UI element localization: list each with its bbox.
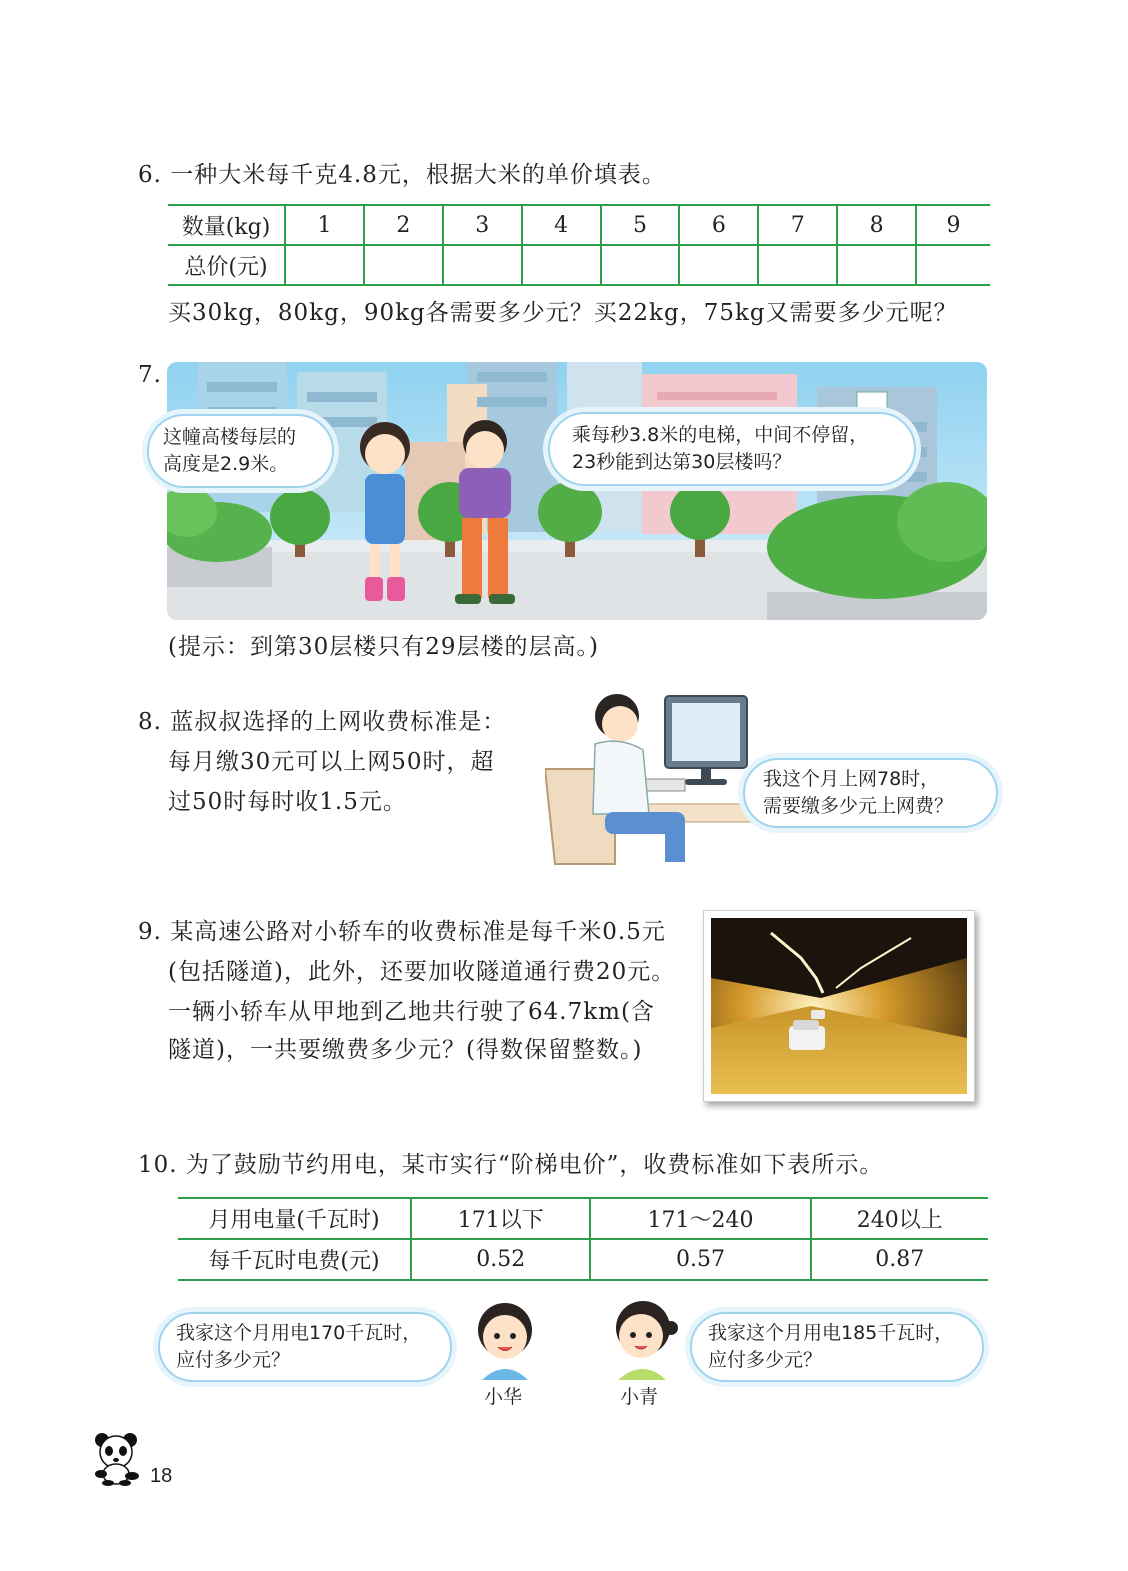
q6-text: 6. 一种大米每千克4.8元，根据大米的单价填表。 (138, 162, 666, 188)
q8-line1: 8. 蓝叔叔选择的上网收费标准是： (138, 709, 507, 735)
q10-header-tier2: 171～240 (590, 1198, 810, 1239)
q10-header-tier3: 240以上 (856, 1208, 943, 1233)
q6-total-blank-cell[interactable] (443, 245, 522, 285)
q9-tunnel-photo (703, 910, 975, 1102)
q6-total-blank-cell[interactable] (837, 245, 916, 285)
q7-bubble-left-line1: 这幢高楼每层的 (163, 426, 297, 448)
q6-table (168, 204, 990, 286)
q6-row-label-total: 总价(元) (168, 245, 285, 285)
q10-price-table (178, 1197, 988, 1281)
q6-total-blank-cell[interactable] (364, 245, 443, 285)
q8-bubble-line1: 我这个月上网78时， (763, 768, 940, 790)
q7-bubble-right-line1: 乘每秒3.8米的电梯，中间不停留， (572, 424, 869, 446)
page-number: 18 (150, 1465, 173, 1487)
q9-line2: (包括隧道)，此外，还要加收隧道通行费20元。 (168, 959, 676, 985)
q10-bubble-right-line2: 应付多少元？ (708, 1349, 823, 1371)
q10-price-row (178, 1239, 988, 1280)
q8-line3: 过50时每时收1.5元。 (168, 789, 407, 815)
q10-header-row (178, 1198, 988, 1239)
q8-bubble (743, 758, 998, 828)
q6-quantity-cell: 6 (679, 205, 758, 245)
girl-name-label: 小青 (620, 1386, 659, 1408)
panda-icon (92, 1430, 142, 1486)
q6-quantity-row (168, 205, 990, 245)
boy-name-label: 小华 (484, 1386, 523, 1408)
q6-row-label-quantity: 数量(kg) (168, 205, 285, 245)
q8-line2: 每月缴30元可以上网50时，超 (168, 749, 495, 775)
boy-xiaohua-avatar (470, 1300, 540, 1380)
tunnel-image (711, 918, 967, 1094)
q10-price-label: 每千瓦时电费(元) (178, 1239, 411, 1280)
q6-quantity-cell: 4 (522, 205, 601, 245)
q6-question: 买30kg，80kg，90kg各需要多少元？买22kg，75kg又需要多少元呢？ (168, 300, 958, 326)
q6-total-blank-cell[interactable] (285, 245, 364, 285)
q6-total-row (168, 245, 990, 285)
q8-bubble-line2: 需要缴多少元上网费？ (763, 795, 954, 817)
q10-text: 10. 为了鼓励节约用电，某市实行“阶梯电价”，收费标准如下表所示。 (138, 1152, 884, 1178)
q7-number: 7. (138, 362, 162, 388)
q10-price-tier1: 0.52 (411, 1239, 590, 1280)
q9-line1: 9. 某高速公路对小轿车的收费标准是每千米0.5元 (138, 919, 666, 945)
q10-bubble-right (690, 1312, 984, 1382)
q6-total-blank-cell[interactable] (758, 245, 837, 285)
q7-illustration (167, 362, 987, 620)
q7-bubble-right (548, 412, 916, 486)
q10-bubble-left (158, 1312, 452, 1382)
q6-quantity-cell: 8 (837, 205, 916, 245)
q6-total-blank-cell[interactable] (679, 245, 758, 285)
q7-hint: (提示：到第30层楼只有29层楼的层高。) (168, 634, 599, 660)
q6-quantity-cell: 9 (946, 212, 961, 238)
q6-quantity-cell: 3 (443, 205, 522, 245)
q10-bubble-right-line1: 我家这个月用电185千瓦时， (708, 1322, 954, 1344)
q9-line3: 一辆小轿车从甲地到乙地共行驶了64.7km(含 (168, 999, 655, 1025)
q10-price-tier2: 0.57 (590, 1239, 810, 1280)
q7-bubble-left-line2: 高度是2.9米。 (163, 453, 289, 475)
city-rooftop-scene (167, 362, 987, 620)
q6-quantity-cell: 1 (285, 205, 364, 245)
q9-line4: 隧道)，一共要缴费多少元？(得数保留整数。) (168, 1037, 643, 1063)
q6-quantity-cell: 2 (364, 205, 443, 245)
q6-total-blank-cell[interactable] (522, 245, 601, 285)
q10-bubble-left-line2: 应付多少元？ (176, 1349, 291, 1371)
q6-total-blank-cell[interactable] (916, 245, 990, 285)
q10-header-tier1: 171以下 (411, 1198, 590, 1239)
q10-price-tier3: 0.87 (875, 1247, 925, 1272)
q10-header-usage: 月用电量(千瓦时) (178, 1198, 411, 1239)
q6-total-blank-cell[interactable] (601, 245, 680, 285)
girl-xiaoqing-avatar (608, 1298, 678, 1380)
q7-bubble-right-line2: 23秒能到达第30层楼吗？ (572, 451, 792, 473)
q6-quantity-cell: 5 (601, 205, 680, 245)
q10-bubble-left-line1: 我家这个月用电170千瓦时， (176, 1322, 422, 1344)
q7-bubble-left (147, 414, 334, 488)
q6-quantity-cell: 7 (758, 205, 837, 245)
